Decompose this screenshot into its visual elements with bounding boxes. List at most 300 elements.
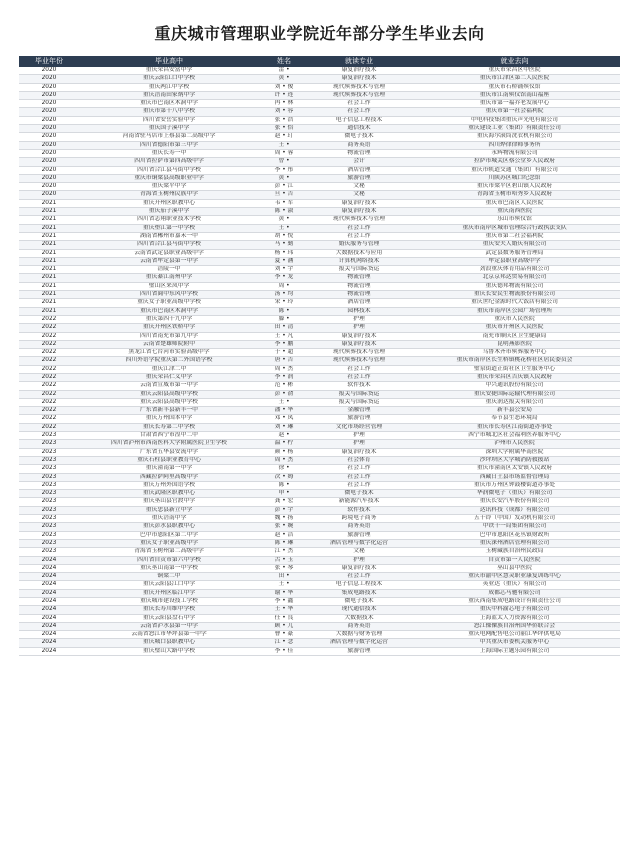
- cell-high-school: 重庆女子职业高级中学: [79, 539, 259, 547]
- cell-name: 李 • 鑫: [259, 598, 309, 606]
- cell-major: 康复治疗技术: [309, 340, 409, 348]
- cell-destination: 重庆世纪金源时代大饭店有限公司: [409, 299, 620, 307]
- table-row: [19, 573, 620, 581]
- cell-high-school: 四川省阆中东风中学校: [79, 291, 259, 299]
- cell-major: 社会工作: [309, 465, 409, 473]
- cell-high-school: 重庆长寿第二中学校: [79, 423, 259, 431]
- cell-high-school: 四川省合江县马街中学校: [79, 166, 259, 174]
- table-row: [19, 141, 620, 149]
- cell-major: 现代殡葬技术与管理: [309, 91, 409, 99]
- cell-destination: 昆明燕影医院: [409, 340, 620, 348]
- cell-year: 2024: [19, 589, 79, 597]
- table-row: [19, 456, 620, 464]
- cell-year: 2022: [19, 373, 79, 381]
- cell-major: 现代殡葬技术与管理: [309, 357, 409, 365]
- cell-year: 2021: [19, 266, 79, 274]
- cell-high-school: 重庆石柱县职业教育中心: [79, 456, 259, 464]
- cell-name: 宋 • 玲: [259, 299, 309, 307]
- cell-name: 汤 • 均: [259, 291, 309, 299]
- cell-major: 通信技术: [309, 125, 409, 133]
- cell-destination: 中铁十一局集团有限公司: [409, 523, 620, 531]
- cell-high-school: 重庆云阳县高级中学校: [79, 390, 259, 398]
- cell-destination: 重庆中科渝芯电子有限公司: [409, 606, 620, 614]
- cell-destination: 中电科技集团重庆声光电有限公司: [409, 116, 620, 124]
- cell-year: 2024: [19, 614, 79, 622]
- cell-high-school: 重庆市铜梁县高级职业中学: [79, 174, 259, 182]
- cell-name: 彭 • 江: [259, 183, 309, 191]
- cell-year: 2023: [19, 498, 79, 506]
- cell-year: 2021: [19, 224, 79, 232]
- cell-destination: 劲浪重庆体育用品有限公司: [409, 266, 620, 274]
- table-row: [19, 598, 620, 606]
- cell-destination: 川陕苏区城口纪念馆: [409, 174, 620, 182]
- cell-year: 2022: [19, 398, 79, 406]
- table-row: [19, 448, 620, 456]
- cell-destination: 重庆市荣昌区中医院: [409, 67, 620, 75]
- cell-major: 商务英语: [309, 622, 409, 630]
- table-row: [19, 498, 620, 506]
- cell-name: 陈 • 淑: [259, 208, 309, 216]
- cell-destination: 五十铃（中国）发动机有限公司: [409, 515, 620, 523]
- table-row: [19, 183, 620, 191]
- cell-high-school: 西藏拉萨阿里高级中学: [79, 473, 259, 481]
- cell-destination: 西宁市城北区社会福利医养服务中心: [409, 432, 620, 440]
- cell-destination: 重庆润达报关有限公司: [409, 398, 620, 406]
- cell-destination: 重庆市江津区第二人民医院: [409, 75, 620, 83]
- cell-destination: 重庆市巴南区人民医院: [409, 199, 620, 207]
- cell-high-school: 重庆涪南田家炳中学: [79, 91, 259, 99]
- cell-name: 王 •: [259, 224, 309, 232]
- cell-name: 张 • 婉: [259, 523, 309, 531]
- cell-major: 康复治疗技术: [309, 208, 409, 216]
- cell-destination: 巴中市恩阳区花丛镇财政所: [409, 531, 620, 539]
- cell-name: 刘 • 琳: [259, 423, 309, 431]
- cell-year: 2024: [19, 573, 79, 581]
- cell-major: 酒店管理与数字化运营: [309, 639, 409, 647]
- table-row: [19, 266, 620, 274]
- cell-year: 2023: [19, 432, 79, 440]
- cell-high-school: 重庆第四十九中学: [79, 315, 259, 323]
- table-row: [19, 216, 620, 224]
- cell-year: 2021: [19, 257, 79, 265]
- cell-high-school: 黑龙江省七台河市实验高级中学: [79, 349, 259, 357]
- cell-name: 徐 •: [259, 465, 309, 473]
- cell-high-school: 重庆茄子溪中学: [79, 208, 259, 216]
- cell-major: 酒店管理: [309, 166, 409, 174]
- cell-major: 社会工作: [309, 232, 409, 240]
- cell-name: 周 • 蓉: [259, 149, 309, 157]
- cell-major: 康复治疗技术: [309, 75, 409, 83]
- table-row: [19, 631, 620, 639]
- cell-destination: 重庆涞州酒店管理有限公司: [409, 539, 620, 547]
- cell-name: 龚 • 宏: [259, 498, 309, 506]
- table-row: [19, 407, 620, 415]
- cell-year: 2023: [19, 531, 79, 539]
- cell-year: 2020: [19, 166, 79, 174]
- cell-high-school: 云南省宣威市第一中学: [79, 382, 259, 390]
- cell-year: 2022: [19, 324, 79, 332]
- cell-destination: 四川烨律律师事务所: [409, 141, 620, 149]
- table-row: [19, 639, 620, 647]
- table-row: [19, 581, 620, 589]
- cell-name: 颜 • 杨: [259, 448, 309, 456]
- table-row: [19, 622, 620, 630]
- cell-destination: 中共重庆市委机关服务中心: [409, 639, 620, 647]
- cell-major: 文化市场经营管理: [309, 423, 409, 431]
- cell-name: 次 • 姆: [259, 473, 309, 481]
- cell-major: 微电子技术: [309, 598, 409, 606]
- header-high-school: 毕业高中: [79, 56, 259, 67]
- cell-name: 温 • 柠: [259, 440, 309, 448]
- cell-year: 2020: [19, 133, 79, 141]
- cell-year: 2022: [19, 423, 79, 431]
- cell-major: 大数据与财务管理: [309, 631, 409, 639]
- cell-year: 2023: [19, 481, 79, 489]
- cell-high-school: 四川省南充市第九中学: [79, 332, 259, 340]
- cell-high-school: 重庆国子溪中学: [79, 125, 259, 133]
- cell-destination: 重庆市南岸区城市管理综合行政执法支队: [409, 224, 620, 232]
- cell-year: 2023: [19, 548, 79, 556]
- cell-name: 夏 • 涵: [259, 257, 309, 265]
- cell-year: 2023: [19, 539, 79, 547]
- cell-name: 雷 •: [259, 67, 309, 75]
- cell-high-school: 四川省自贡市第六中学校: [79, 556, 259, 564]
- cell-name: 刘 • 俊: [259, 83, 309, 91]
- cell-year: 2022: [19, 415, 79, 423]
- table-row: [19, 332, 620, 340]
- cell-high-school: 巴中市恩阳区第二中学: [79, 531, 259, 539]
- cell-year: 2022: [19, 357, 79, 365]
- header-year: 毕业年份: [19, 56, 79, 67]
- table-row: [19, 75, 620, 83]
- cell-high-school: 四川省志翔职业技术学校: [79, 216, 259, 224]
- cell-destination: 重庆市南岸区长生桥镇桃花桥社区居民委员会: [409, 357, 620, 365]
- cell-name: 周 • 杰: [259, 365, 309, 373]
- cell-major: 护理: [309, 556, 409, 564]
- table-row: [19, 224, 620, 232]
- cell-name: 彭 • 俞: [259, 390, 309, 398]
- table-row: [19, 116, 620, 124]
- table-row: [19, 83, 620, 91]
- cell-destination: 泸州市人民医院: [409, 440, 620, 448]
- cell-name: 冉 • 林: [259, 100, 309, 108]
- table-row: [19, 349, 620, 357]
- cell-major: 软件技术: [309, 506, 409, 514]
- cell-major: 旅游管理: [309, 647, 409, 655]
- cell-name: 李 • 鹏: [259, 340, 309, 348]
- cell-name: 陈 •: [259, 481, 309, 489]
- cell-major: 园林技术: [309, 307, 409, 315]
- cell-name: 张 • 浩: [259, 116, 309, 124]
- cell-major: 新能源汽车技术: [309, 498, 409, 506]
- cell-high-school: 重庆璧山大路中学校: [79, 647, 259, 655]
- cell-major: 康复治疗技术: [309, 199, 409, 207]
- page-title: 重庆城市管理职业学院近年部分学生毕业去向: [154, 24, 485, 43]
- table-row: [19, 291, 620, 299]
- cell-high-school: 四川省拉萨市第四高级中学: [79, 158, 259, 166]
- cell-high-school: 四川外语学院重庆第二外国语学校: [79, 357, 259, 365]
- cell-major: 康复治疗技术: [309, 448, 409, 456]
- cell-name: 田 •: [259, 573, 309, 581]
- cell-high-school: 重庆荣昌仁义中学: [79, 373, 259, 381]
- cell-year: 2023: [19, 456, 79, 464]
- cell-year: 2024: [19, 631, 79, 639]
- cell-high-school: 璧山区来凤中学: [79, 282, 259, 290]
- cell-year: 2020: [19, 183, 79, 191]
- table-row: [19, 67, 620, 75]
- table-row: [19, 548, 620, 556]
- cell-name: 曹 • 豪: [259, 631, 309, 639]
- cell-year: 2023: [19, 515, 79, 523]
- cell-destination: 英业达（重庆）有限公司: [409, 581, 620, 589]
- cell-major: 婚庆服务与管理: [309, 241, 409, 249]
- table-row: [19, 257, 620, 265]
- cell-high-school: 重庆江津二中: [79, 365, 259, 373]
- cell-name: 于 • 超: [259, 349, 309, 357]
- table-row: [19, 390, 620, 398]
- cell-year: 2024: [19, 622, 79, 630]
- cell-high-school: 重庆云阳县盘石中学: [79, 614, 259, 622]
- header-major: 就读专业: [309, 56, 409, 67]
- cell-year: 2024: [19, 639, 79, 647]
- cell-high-school: 重庆开州区铁桥中学: [79, 324, 259, 332]
- cell-destination: 重庆市梁平区碧山镇人民政府: [409, 183, 620, 191]
- cell-major: 软件技术: [309, 382, 409, 390]
- cell-destination: 深圳大学附属华南医院: [409, 448, 620, 456]
- cell-destination: 重庆建设工业（集团）有限责任公司: [409, 125, 620, 133]
- cell-destination: 重庆市第二社会福利院: [409, 232, 620, 240]
- cell-major: 文秘: [309, 191, 409, 199]
- cell-destination: 重庆长安汽车股份有限公司: [409, 498, 620, 506]
- table-row: [19, 515, 620, 523]
- cell-name: 黄 •: [259, 174, 309, 182]
- cell-high-school: 铜梁二中: [79, 573, 259, 581]
- cell-destination: 璧泉街道正街社区卫生服务中心: [409, 365, 620, 373]
- cell-name: 杨 • 玮: [259, 249, 309, 257]
- cell-high-school: 重庆巫山南第一中学校: [79, 564, 259, 572]
- cell-high-school: 重庆两江中学校: [79, 83, 259, 91]
- table-row: [19, 274, 620, 282]
- cell-high-school: 广东省新丰县新丰一中: [79, 407, 259, 415]
- cell-destination: 重庆市潼南区太安镇人民政府: [409, 465, 620, 473]
- table-row: [19, 166, 620, 174]
- cell-high-school: 重庆荣昌安富中学: [79, 67, 259, 75]
- cell-name: 马 • 勤: [259, 241, 309, 249]
- cell-destination: 重庆市开州区人民医院: [409, 324, 620, 332]
- table-row: [19, 199, 620, 207]
- cell-year: 2020: [19, 174, 79, 182]
- cell-name: 潘 • 华: [259, 407, 309, 415]
- cell-year: 2024: [19, 647, 79, 655]
- cell-major: 跨境电子商务: [309, 515, 409, 523]
- table-row: [19, 324, 620, 332]
- table-row: [19, 174, 620, 182]
- cell-name: 许 • 连: [259, 91, 309, 99]
- cell-high-school: 重庆潼南第一中学: [79, 465, 259, 473]
- cell-name: 旦 • 吉: [259, 191, 309, 199]
- cell-major: 旅游管理: [309, 531, 409, 539]
- cell-high-school: 重庆女子职业高级中学校: [79, 299, 259, 307]
- cell-name: 张 • 恰: [259, 125, 309, 133]
- cell-major: 社会体育: [309, 456, 409, 464]
- cell-destination: 乐山市殡仪馆: [409, 216, 620, 224]
- cell-destination: 新丰县公安局: [409, 407, 620, 415]
- cell-year: 2021: [19, 282, 79, 290]
- table-row: [19, 357, 620, 365]
- table-row: [19, 481, 620, 489]
- table-row: [19, 365, 620, 373]
- cell-destination: 重庆电网配售电公司丽江华坪供电局: [409, 631, 620, 639]
- cell-destination: 中兴通讯股份有限公司: [409, 382, 620, 390]
- cell-high-school: 重庆市巴南区木洞中学: [79, 100, 259, 108]
- table-row: [19, 307, 620, 315]
- cell-major: 现代通信技术: [309, 606, 409, 614]
- table-row: [19, 647, 620, 655]
- cell-year: 2020: [19, 125, 79, 133]
- table-row: [19, 506, 620, 514]
- table-row: [19, 398, 620, 406]
- cell-major: 康复治疗技术: [309, 332, 409, 340]
- cell-major: 微电子技术: [309, 490, 409, 498]
- cell-name: 田 • 清: [259, 324, 309, 332]
- cell-high-school: 重庆彭水县职教中心: [79, 523, 259, 531]
- cell-name: 江 • 念: [259, 639, 309, 647]
- cell-high-school: 重庆开州区临江中学: [79, 589, 259, 597]
- table-row: [19, 564, 620, 572]
- table-row: [19, 440, 620, 448]
- table-row: [19, 465, 620, 473]
- cell-major: 社会工作: [309, 473, 409, 481]
- cell-major: 文秘: [309, 548, 409, 556]
- cell-high-school: 重庆云阳江口中学校: [79, 75, 259, 83]
- cell-major: 会计: [309, 158, 409, 166]
- cell-year: 2021: [19, 307, 79, 315]
- cell-destination: 达讯科技（成都）有限公司: [409, 506, 620, 514]
- cell-year: 2024: [19, 598, 79, 606]
- cell-high-school: 重庆长寿一中: [79, 149, 259, 157]
- cell-major: 护理: [309, 432, 409, 440]
- cell-high-school: 重庆武隆区职教中心: [79, 490, 259, 498]
- cell-major: 现代殡葬技术与管理: [309, 349, 409, 357]
- cell-destination: 重庆西南集成电路设计有限责任公司: [409, 598, 620, 606]
- cell-year: 2020: [19, 75, 79, 83]
- cell-destination: 重庆安捷国际运输代理有限公司: [409, 390, 620, 398]
- cell-year: 2020: [19, 100, 79, 108]
- cell-major: 社会工作: [309, 373, 409, 381]
- cell-major: 现代殡葬技术与管理: [309, 83, 409, 91]
- cell-destination: 永辉物流有限公司: [409, 149, 620, 157]
- table-row: [19, 108, 620, 116]
- cell-name: 彭 • 宇: [259, 506, 309, 514]
- cell-major: 报关与国际货运: [309, 398, 409, 406]
- cell-destination: 拉萨市城关区蔡公堂乡人民政府: [409, 158, 620, 166]
- cell-name: 李 • 彤: [259, 166, 309, 174]
- cell-year: 2023: [19, 506, 79, 514]
- cell-major: 现代殡葬技术与管理: [309, 216, 409, 224]
- cell-year: 2024: [19, 581, 79, 589]
- cell-high-school: 重庆巫山县官渡中学: [79, 498, 259, 506]
- cell-high-school: 重庆市巴南区木洞中学: [79, 307, 259, 315]
- cell-destination: 怒江傈僳族自治州国华侨联合会: [409, 622, 620, 630]
- cell-year: 2020: [19, 91, 79, 99]
- cell-high-school: 重庆忠县新立中学: [79, 506, 259, 514]
- cell-name: 范 • 彬: [259, 382, 309, 390]
- cell-destination: 重庆市渝中区慧灵职业康复训练中心: [409, 573, 620, 581]
- table-row: [19, 589, 620, 597]
- cell-destination: 玉树藏族自治州民政局: [409, 548, 620, 556]
- cell-year: 2022: [19, 332, 79, 340]
- cell-year: 2022: [19, 315, 79, 323]
- cell-destination: 奉节县生态环境局: [409, 415, 620, 423]
- cell-year: 2022: [19, 407, 79, 415]
- cell-major: 集成电路技术: [309, 589, 409, 597]
- cell-year: 2023: [19, 523, 79, 531]
- cell-major: 报关与国际货运: [309, 266, 409, 274]
- cell-high-school: 云南省怒江市华坪县第一中学: [79, 631, 259, 639]
- cell-destination: 重庆市万州区钟鼓楼街道办事处: [409, 481, 620, 489]
- cell-major: 金融管理: [309, 407, 409, 415]
- cell-name: 陈 • 琳: [259, 539, 309, 547]
- cell-destination: 成都芯马驰有限公司: [409, 589, 620, 597]
- cell-destination: 重庆南西医院: [409, 208, 620, 216]
- cell-name: 王 •: [259, 398, 309, 406]
- cell-major: 物流管理: [309, 291, 409, 299]
- cell-major: 报关与国际货运: [309, 390, 409, 398]
- cell-name: 滕 •: [259, 315, 309, 323]
- cell-destination: 青海省玉树市哈秀乡人民政府: [409, 191, 620, 199]
- cell-year: 2023: [19, 448, 79, 456]
- cell-year: 2024: [19, 564, 79, 572]
- cell-name: 王 • 凡: [259, 332, 309, 340]
- cell-destination: 上海蓝太人力资源有限公司: [409, 614, 620, 622]
- cell-name: 江 • 杰: [259, 548, 309, 556]
- table-row: [19, 241, 620, 249]
- cell-year: 2023: [19, 490, 79, 498]
- cell-major: 旅游管理: [309, 415, 409, 423]
- cell-major: 计算机网络技术: [309, 257, 409, 265]
- cell-year: 2022: [19, 390, 79, 398]
- table-row: [19, 556, 620, 564]
- cell-high-school: 青海省玉树州第二高级中学: [79, 548, 259, 556]
- table-row: [19, 415, 620, 423]
- cell-destination: 南充市顺庆区卫生健康局: [409, 332, 620, 340]
- table-row: [19, 208, 620, 216]
- cell-name: 顾 • 儿: [259, 622, 309, 630]
- cell-year: 2022: [19, 340, 79, 348]
- cell-major: 大数据技术: [309, 614, 409, 622]
- cell-major: 酒店管理: [309, 299, 409, 307]
- cell-name: 曾 •: [259, 158, 309, 166]
- cell-destination: 巫山县中医院: [409, 564, 620, 572]
- cell-name: 周 • 杰: [259, 456, 309, 464]
- cell-destination: 华润微电子（重庆）有限公司: [409, 490, 620, 498]
- cell-major: 文秘: [309, 183, 409, 191]
- cell-year: 2020: [19, 108, 79, 116]
- cell-year: 2020: [19, 141, 79, 149]
- cell-high-school: 重庆市第十八中学校: [79, 108, 259, 116]
- cell-year: 2024: [19, 556, 79, 564]
- cell-high-school: 重庆梁平中学: [79, 183, 259, 191]
- cell-high-school: 重庆綦江南州中学: [79, 274, 259, 282]
- header-destination: 就业去向: [409, 56, 620, 67]
- table-row: [19, 423, 620, 431]
- cell-major: 社会工作: [309, 573, 409, 581]
- cell-major: 康复治疗技术: [309, 67, 409, 75]
- cell-high-school: 重庆万州外国语学校: [79, 481, 259, 489]
- cell-destination: 重庆市第一社会福利院: [409, 108, 620, 116]
- table-row: [19, 531, 620, 539]
- cell-destination: 重庆长安民生物流股份有限公司: [409, 291, 620, 299]
